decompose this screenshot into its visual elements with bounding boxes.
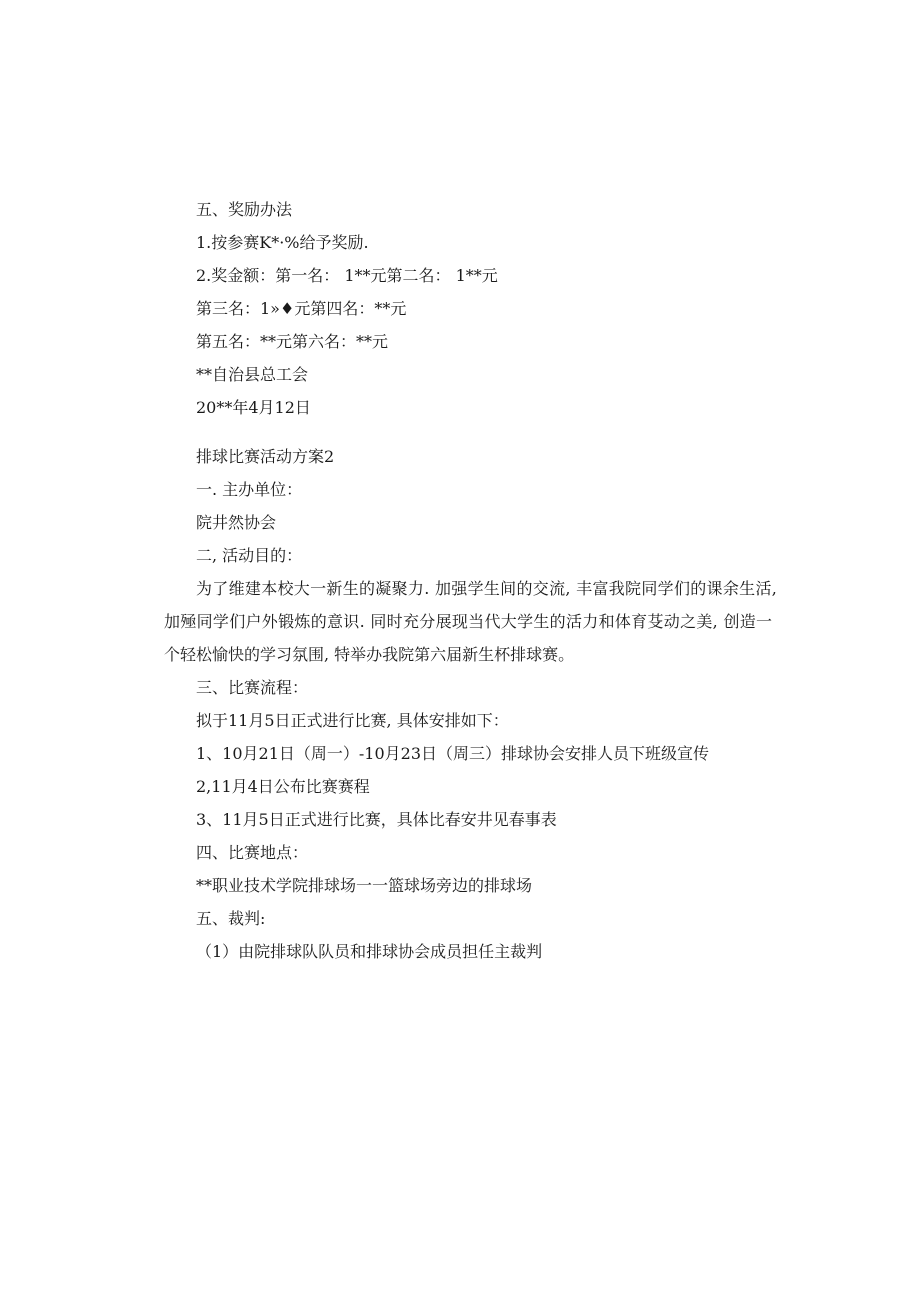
- referee-item-1: （1）由院排球队队员和排球协会成员担任主裁判: [196, 942, 543, 961]
- reward-item-4: 第五名：**元第六名：**元: [196, 332, 389, 351]
- reward-item-2: 2.奖金额：第一名： 1**元第二名： 1**元: [196, 266, 498, 285]
- reward-item-3: 第三名：1»♦元第四名：**元: [196, 299, 407, 318]
- purpose-text-line-3: 个轻松愉快的学习氛围, 特举办我院第六届新生杯排球赛。: [164, 645, 575, 664]
- section-heading-venue: 四、比赛地点：: [196, 843, 309, 862]
- reward-item-1: 1.按参赛K*·%给予奖励.: [196, 233, 369, 252]
- venue-text: **职业技术学院排球场一一篮球场旁边的排球场: [196, 876, 533, 895]
- plan-title: 排球比赛活动方案2: [196, 447, 335, 466]
- document-date: 20**年4月12日: [196, 398, 311, 417]
- section-heading-organizer: 一. 主办单位：: [196, 480, 303, 499]
- process-item-2: 2,11月4日公布比赛赛程: [196, 777, 370, 796]
- section-heading-rewards: 五、奖励办法: [196, 200, 293, 219]
- section-heading-purpose: 二, 活动目的：: [196, 546, 303, 565]
- purpose-text-line-2: 加殛同学们户外锻炼的意识. 同时充分展现当代大学生的活力和体育芟动之美, 创造一: [164, 612, 773, 631]
- organization-signature: **自治县总工会: [196, 365, 309, 384]
- process-item-3: 3、11月5日正式进行比赛，具体比春安井见春事表: [196, 810, 557, 829]
- purpose-text-line-1: 为了维建本校大一新生的凝聚力. 加强学生间的交流, 丰富我院同学们的课余生活,: [196, 579, 778, 598]
- process-intro: 拟于11月5日正式进行比赛, 具体安排如下：: [196, 711, 509, 730]
- section-heading-process: 三、比赛流程：: [196, 678, 309, 697]
- section-heading-referee: 五、裁判:: [196, 909, 266, 928]
- organizer-name: 院井然协会: [196, 513, 277, 532]
- process-item-1: 1、10月21日（周一）-10月23日（周三）排球协会安排人员下班级宣传: [196, 744, 710, 763]
